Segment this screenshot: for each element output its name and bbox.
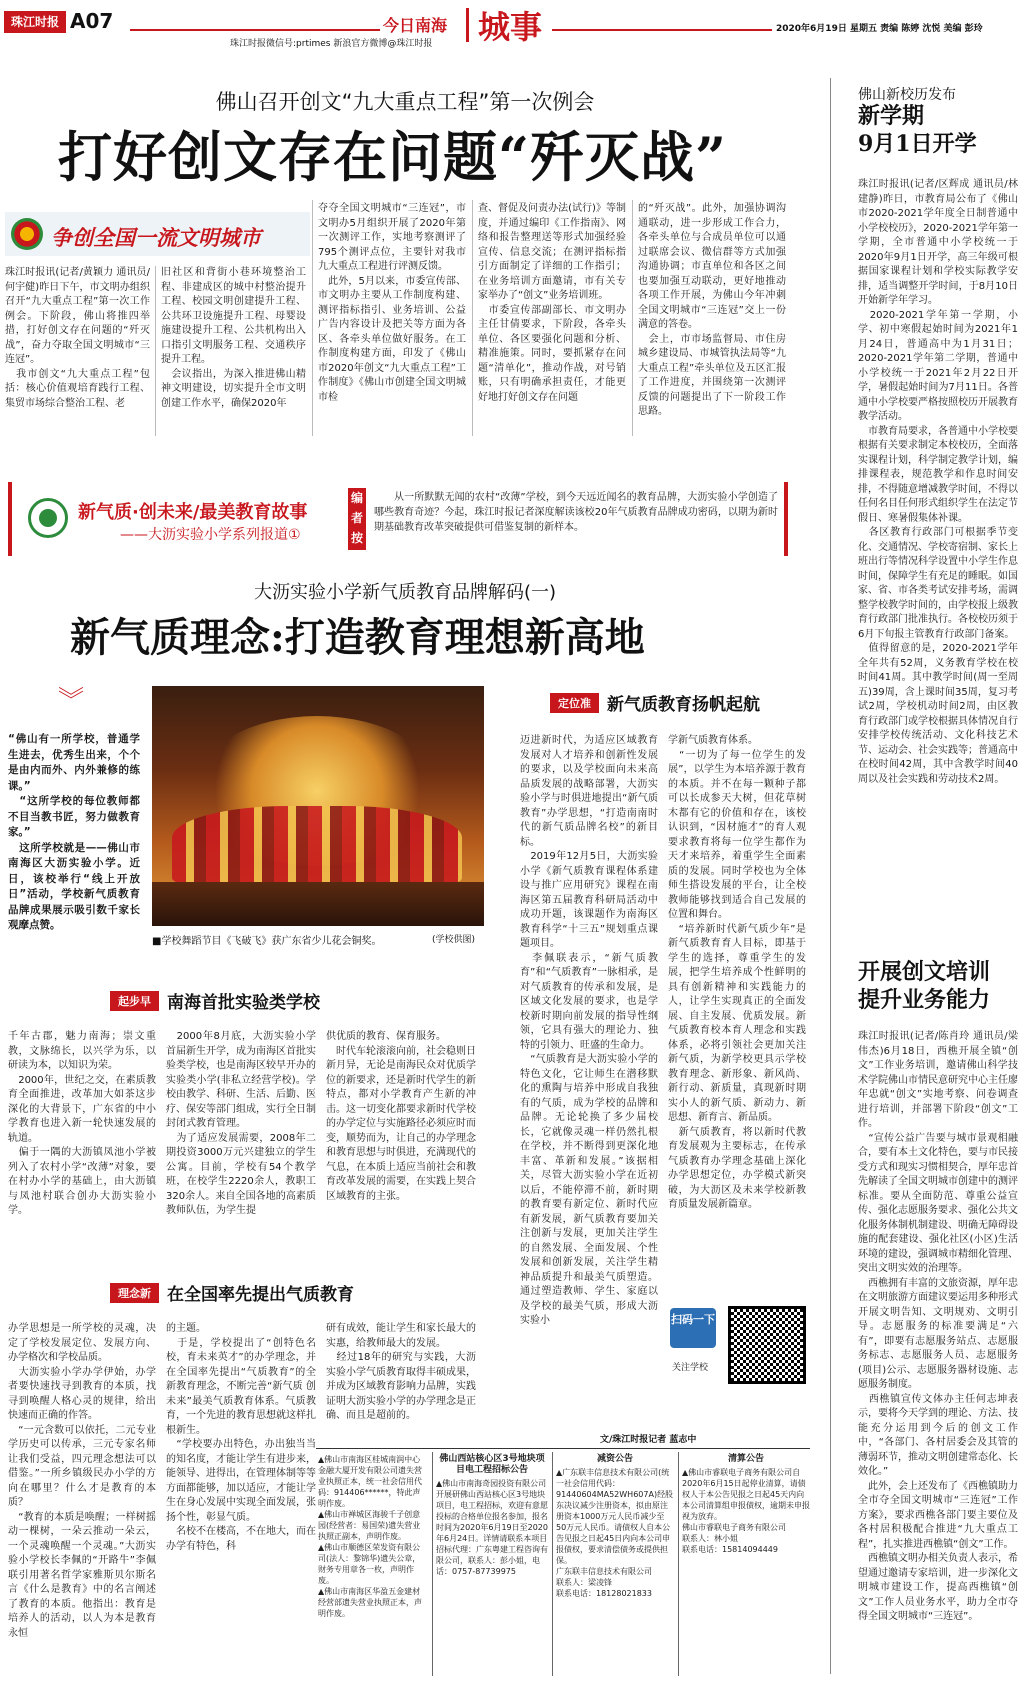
qr-label-badge: 扫码一下 <box>670 1308 716 1348</box>
series-logo-icon <box>28 498 68 538</box>
qr-block <box>668 1302 810 1390</box>
col-divider <box>312 200 313 436</box>
col-divider <box>155 266 156 436</box>
photo-floor <box>152 882 484 926</box>
col-divider <box>632 200 633 436</box>
sidebar1-kicker: 佛山新校历发布 <box>858 87 956 103</box>
notice-capital-title: 减资公告 <box>596 1454 633 1464</box>
sec2-tag: 理念新 <box>110 1283 159 1303</box>
sec3-col2: 学新气质教育体系。 “一切为了每一位学生的发展”，以学生为本培养源于教育的本质。并不在每一颗种子都可以长成参天大树，但花草树木都有它的价值和存在，该校认识到，“因材施才”的育人观要求教育将每一位学生都作为天才来培养，着重学生全面素质的发展。同时学校也为全体师生搭设发展的平台，让全校教师能够找到适合自己发展的位置和舞台。 “培养新时代新气质少年”是新气质教育育人目标，即基于学生的选择，尊重学生的发展，把学生培养成个性鲜明的具有创新精神和实践能力的人，让学生实现真正的全面发展、自主发展、优质发展。新气质教育校本育人理念和实践体系，必将引领社会更加关注新气质，为新学校更具示学校教育理念、新形象、新风尚、新行动、新质量，真现新时期实小人的新气质、新动力、新思想、新育言、新品质。 新气质教育，将以新时代教育发展观为主要标志，在传承气质教育办学理念基础上深化办学思想定位，办学模式新突破，为大沥区及未来学校新教育质量发展新篇章。 <box>668 735 806 1210</box>
sec1-col3: 供优质的教育、保育服务。 时代车轮滚滚向前，社会稳则日新月异，无论是南海民众对优质学位的新要求，还是新时代学生的新特点，都对小学教育产生新的冲击。这一切变化都要求新时代学校的办学定位与实施路径必须应时而变，顺势而为，让自己的办学理念和教育思想与时俱进，充满现代的气息，在本质上适应当前社会和教育改革发展的需要，在实践上契合区域教育的主张。 <box>326 1031 476 1202</box>
sec2-head: 在全国率先提出气质教育 <box>167 1285 354 1305</box>
masthead-rule-right <box>552 29 772 31</box>
sec2-col2: 的主题。 于是，学校提出了“创特色名校，育未来英才”的办学理念，并在全国率先提出“气质教育”的全新教育理念，不断完善“新气质 创未来”最美气质教育体系。气质教育，一个先进的教育思想就这样扎根新生。 “学校要办出特色，办出独当当的知名度，才能让学生有进步来，能领导、进得出，在管理体制等等方面都能够，加以适应，才能让学生在身心发展中实现全面发展，张扬个性，彰显气质。 名校不在楼高，不在地大，而在办学有特色，科 <box>166 1323 316 1552</box>
article1-col2: 旧社区和背街小巷环境整治工程、非建成区的城中村整治提升工程、校园文明创建提升工程、公共环卫设施提升工程、母婴设施建设提升工程、公共机构出入口指引文明服务工程、交通秩序提升工程。 会议指出，为深入推进佛山精神文明建设，切实提升全市文明创建工作水平，确保2020年 <box>161 267 306 409</box>
masthead-divider <box>466 8 469 42</box>
article2-lead: “佛山有一所学校，普通学生进去，优秀生出来，个个是由内而外、内外兼修的练课。” “这所学校的每位教师都不目当教书匠，努力做教育家。” 这所学校就是——佛山市南海区大沥实验小学。近日，该校举行“线上开放日”活动，学校新气质教育品牌成果展示吸引数千家长观摩点赞。 <box>8 733 140 931</box>
article1-headline: 打好创文存在问题“歼灭战” <box>58 125 728 189</box>
sidebar2-body: 珠江时报讯(记者/陈肖玲 通讯员/梁伟杰)6月18日，西樵开展全镇“创文”工作业务培训，邀请佛山科学技术学院佛山市情民意研究中心主任廖年忠就“创文”实地考察、问卷调查进行培训，并部署下阶段“创文”工作。 “宣传公益广告要与城市景观相融合，要有本土文化特色，要与市民接受方式和现实习惯相契合，厚年忠首先解读了全国文明城市创建中的测评标准。要从全面防范、尊重公益宣传、强化志愿服务要求、强化公共文化服务体制机制建设、明确无障碍设施的配套建设、强化社区(小区)生活环境的建设，强调城市精细化管理、突出文明实效的治理等。 西樵拥有丰富的文旅资源，厚年忠在文明旅游方面建议要运用多种形式开展文明告知、文明规劝、文明引导。志愿服务的标准要满足“六有”，即要有志愿服务站点、志愿服务标志、志愿服务人员、志愿服务(项目)公示、志愿服务器材设施、志愿服务制度。 西樵镇宣传文体办主任何志坤表示，要将今天学到的理论、方法、技能充分运用到今后的创文工作中，“各部门、各村居委会及其管的薄弱环节，推动文明创建常态化、长效化。” 此外，会上还发布了《西樵镇助力全市夺全国文明城市“三连冠”工作方案》，要求西樵各部门要主要位及各村居积极配合推进“九大重点工程”，扎实推进西樵镇“创文”工作。 西樵镇文明办相关负责人表示，希望通过邀请专家培训，进一步深化文明城市建设工作，提高西樵镇“创文”工作人员业务水平，助力全市夺得全国文明城市“三连冠”。 <box>858 1031 1018 1622</box>
article1-col5: 的“歼灭战”。此外，加强协调沟通联动，进一步形成工作合力，各牵头单位与合成员单位可以通过联席会议、微信群等方式加强沟通协调；市直单位和各区之间也要加强互动联动，更好地推动各项工作开展，为佛山今年冲刺全国文明城市“三连冠”交上一份满意的答卷。 会上，市市场监督局、市住房城乡建设局、市城管执法局等“九大重点工程”牵头单位及五区汇报了工作进度，并围绕第一次测评反馈的问题提出了下一阶段工作思路。 <box>638 203 786 417</box>
sidebar-divider <box>830 78 831 1674</box>
notice-lost-licences: ▲佛山市南海区桂城南润中心金融大厦开发有限公司遗失营业执照正本，统一社会信用代码：914406******，特此声明作废。 ▲佛山市禅城区海骏千子创意园(经营者：易国荣)遗失营业执照正副本，声明作废。 ▲佛山市顺德区荣发资有限公司(法人：黎锦华)遗失公章，财务专用章各一枚，声明作废。 ▲佛山市南海区华盈五金建材经营部遗失营业执照正本，声明作废。 <box>318 1455 422 1618</box>
sec3-header <box>550 690 760 715</box>
article2-headline: 新气质理念:打造教育理想新高地 <box>70 614 645 661</box>
notice-divider <box>678 1452 679 1676</box>
article1-col3: 夺夺全国文明城市“三连冠”，市文明办5月组织开展了2020年第一次测评工作，实地考察测评了795个测评点位，主要针对我市九大重点工程进行评测反馈。 此外，5月以来，市委宣传部、市文明办主要从工作制度构建、测评指标指引、业务培训、公益广告内容设计及把关等方面为各区、各牵头单位做好服务。在工作制度构建方面，印发了《佛山市2020年创文“九大重点工程”工作制度》《佛山市创建全国文明城市检 <box>318 203 466 403</box>
masthead-date: 2020年6月19日 星期五 责编 陈婷 沈悦 美编 彭玲 <box>776 24 983 34</box>
sec1-tag: 起步早 <box>110 991 159 1011</box>
sec1-head: 南海首批实验类学校 <box>167 993 320 1013</box>
masthead-wechat: 珠江时报微信号:prtimes 新浪官方微博@珠江时报 <box>230 39 433 49</box>
photo-credit: (学校供图) <box>432 935 476 945</box>
photo-dancers <box>172 806 462 886</box>
col-divider <box>472 200 473 436</box>
sec3-head: 新气质教育扬帆起航 <box>607 695 760 715</box>
sec2-col3: 研有成效，能让学生和家长最大的实惠，给教师最大的发展。 经过18年的研究与实践，大沥实验小学气质教育取得丰硕成果，并成为区域教育影响力品牌，实践证明大沥实验小学的办学理念是正确、而且是超前的。 <box>326 1323 476 1421</box>
sec1-header <box>110 988 320 1013</box>
masthead-rule-left <box>130 29 380 31</box>
campaign-banner <box>5 212 310 256</box>
page-number: A07 <box>70 9 114 33</box>
series-subtitle: ——大沥实验小学系列报道① <box>120 527 301 543</box>
series-banner <box>8 482 788 556</box>
article1-col1: 珠江时报讯(记者/黄颖力 通讯员/何宇健)昨日下午，市文明办组织召开“九大重点工程”第一次工作例会。下阶段，佛山将推四举措，打好创文存在问题的“歼灭战”，奋力夺取全国文明城市“三连冠”。 我市创文“九大重点工程”包括：核心价值观培育践行工程、集贸市场综合整治工程、老 <box>5 267 150 409</box>
sec2-header <box>110 1280 354 1305</box>
sidebar1-headline: 新学期 9月1日开学 <box>858 103 977 157</box>
notice-tender-title: 佛山西站核心区3号地块项目电工程招标公告 <box>439 1454 545 1475</box>
notice-liquidation-title: 清算公告 <box>727 1454 764 1464</box>
notice-liquidation-body: ▲佛山市睿联电子商务有限公司自2020年6月15日起停业清算，请债权人于本公告见报之日起45天内向本公司清算组申报债权，逾期未申报视为放弃。 佛山市睿联电子商务有限公司 联系人：林小姐 联系电话：15814094449 <box>682 1468 810 1554</box>
notice-liquidation <box>682 1454 810 1676</box>
reporter-line: 文/珠江时报记者 蓝志中 <box>600 1435 697 1445</box>
editor-note: 从一所默默无闻的农村“改薄”学校，到今天远近闻名的教育品牌，大沥实验小学创造了哪些教育奇迹？今起，珠江时报记者深度解读该校20年气质教育品牌成功密码，以期为新时期基础教育改革突破提供可借鉴复制的新样本。 <box>374 492 778 533</box>
sidebar2-headline: 开展创文培训 提升业务能力 <box>858 959 991 1013</box>
sidebar1-body: 珠江时报讯(记者/区辉成 通讯员/林建静)昨日，市教育局公布了《佛山市2020-2021学年度全日制普通中小学校校历》，2020-2021学年第一学期，全市普通中小学校统一于2020年9月1日开学，高三年级可根据国家课程计划和学校实际教学安排，适当调整开学时间，于8月10日开始新学年学习。 2020-2021学年第一学期，小学、初中寒假起始时间为2021年1月24日，普通高中为1月31日；2020-2021学年第二学期，普通中小学校统一于2021年2月22日开学，暑假起始时间为7月11日。各普通中小学校要严格按照校历开展教育教学活动。 市教育局要求，各普通中小学校要根据有关要求制定本校校历，全面落实课程计划，科学制定教学计划，编排课程表，规范教学和作息时间安排，不得随意增减教学时间，不得以任何名目任何形式组织学生在法定节假日、寒暑假集体补课。 各区教育行政部门可根据季节变化、交通情况、学校寄宿制、家长上班出行等情况科学设置中小学生作息时间，保障学生有充足的睡眠。如国家、省、市各类考试安排考场，需调整学校教学时间的，由学校报上级教育行政部门批准执行。各校校历须于6月下旬报主管教育行政部门备案。 值得留意的是，2020-2021学年全年共有52周，义务教育学校在校时间41周。其中教学时间(周一至周五)39周，含上课时间35周，复习考试2周，学校机动时间2周，由区教育行政部门或学校根据具体情况自行安排学校传统活动、文化科技艺术节、运动会、社会实践等；普通高中在校时间42周，其中含教学时间40周以及社会实践和劳动技术2周。 <box>858 179 1018 785</box>
sec1-col2: 2000年8月底，大沥实验小学首届新生开学，成为南海区首批实验类学校，也是南海区较早开办的实验类小学(非私立经营学校)。学校由教学、科研、生活、后勤、医疗、保安等部门组成，实行全日制封闭式教育管理。 为了适应发展需要，2008年二期投资3000万元兴建独立的学生公寓。目前，学校有54个教学班，在校学生2220余人，教职工320余人。来自全国各地的高素质教师队伍，为学生提 <box>166 1031 316 1216</box>
qr-sub: 关注学校 <box>672 1363 709 1373</box>
sec2-col1: 办学思想是一所学校的灵魂，决定了学校发展定位、发展方向、办学格次和学校品质。 大沥实验小学办学伊始，办学者要快速找寻到教育的本质，找寻到唤醒人格心灵的规律，给出快速而正确的作答。 “一元含数可以依托，二元专业学历史可以传承，三元专家名师让我们受益，四元理念想法可以借鉴。”一所乡镇级民办小学的方向在哪里？什么才是教育的本质？ “教育的本质是唤醒；一样树摇动一棵树，一朵云推动一朵云，一个灵魂唤醒一个灵魂。”大沥实验小学校长李佩的“开路牛”李佩联引用著名哲学家雅斯贝尔斯名言《什么是教育》中的名言阐述了教育的本质。他指出：教育是培养人的活动，以人为本是教育永恒 <box>8 1323 156 1639</box>
notice-divider <box>432 1452 433 1676</box>
notice-capital-reduction <box>556 1454 674 1676</box>
series-title: 新气质·创未来/最美教育故事 <box>78 502 308 523</box>
campaign-logo-icon <box>11 218 43 250</box>
chevron-down-icon: ︾ <box>58 686 85 716</box>
section-big: 城事 <box>478 8 543 46</box>
sec1-col1: 千年古郡，魅力南海；崇文重教，文脉绵长，以兴学为乐，以研读为本，以知识为荣。 2000年，世纪之交，在素质教育全面推进，改革加大如茶这步深化的大背景下，广东省的中小学教育也进入新一轮快速发展的轨道。 偏于一隅的大沥镇凤池小学被列入了农村小学“改薄”对象，要在村办小学的基础上，由大沥镇与凤池村联合创办大沥实验小学。 <box>8 1031 156 1216</box>
qr-code-icon[interactable] <box>728 1306 806 1384</box>
editor-note-label: 编者按 <box>348 488 366 550</box>
dance-photo <box>152 686 484 926</box>
notices-top-rule <box>316 1448 810 1449</box>
notice-capital-body: ▲广东联丰信息技术有限公司(统一社会信用代码：91440604MA52WH607A)经股东决议减少注册资本，拟由原注册资本1000万元人民币减少至50万元人民币。请债权人自本公告见报之日起45日内向本公司申报债权，要求清偿债务或提供担保。 广东联丰信息技术有限公司 联系人：梁凌锋 联系电话：18128021833 <box>556 1468 674 1598</box>
article2-kicker: 大沥实验小学新气质教育品牌解码(一) <box>253 582 557 603</box>
masthead <box>0 0 1024 50</box>
article1-col4: 查、督促及问责办法(试行)》等制度，并通过编印《工作指南》、网络和报告整理送等形式加强经验宣传、信息交流；在测评指标指引方面制定了详细的工作指引；在业务培训方面邀请，市有关专家举办了“创文”业务培训班。 市委宣传部副部长、市文明办主任甘倩要求，下阶段，各牵头单位、各区要强化问题和分析、精准施策。同时，要抓紧存在问题“清单化”，推动作战，对号销账，只有明确承担责任，才能更好地打好创文存在问题 <box>478 203 626 403</box>
campaign-banner-text: 争创全国一流文明城市 <box>51 225 261 250</box>
notice-divider <box>552 1452 553 1676</box>
section-small: 今日南海 <box>383 16 448 35</box>
notice-tender <box>436 1454 548 1676</box>
sec3-col1: 迈进新时代，为适应区域教育发展对人才培养和创新性发展的要求，以及学校面向未来高品质发展的战略部署，大沥实验小学与时俱进地提出“新气质教育”办学思想，“打造南南时代的新气质品牌名校”的新目标。 2019年12月5日，大沥实验小学《新气质教育课程体系建设与推广应用研究》课程在南海区第五届教育科研局活动中成功开题，该课题作为南海区教育科学“十三五”规划重点课题项目。 李佩联表示，“新气质教育”和“气质教育”一脉相承，是对气质教育的传承和发展，是区域文化发展的要求，也是学校新时期向前发展的指导性纲领，它具有强大的理论力、独特的引领力、旺盛的生命力。 “气质教育是大沥实验小学的特色文化，它让师生在潜移默化的熏陶与培养中形成自我独有的气质，成为学校的品牌和品牌。无论轮换了多少届校长，它就像灵魂一样仍然扎根在学校，并不断得到更深化地丰富、革新和发展。”该据相关，尽管大沥实验小学在近初以后，不能停滞不前，新时期的教育要有新定位、新时代应有新发展，新气质教育要加关注创新与发展，更加关注学生的自然发展、全面发展、个性发展和创新发展，关注学生精神品质提升和最美气质塑造。通过塑造教师、学生、家庭以及学校的最美气质，形成大沥实验小 <box>520 735 658 1326</box>
article1-kicker: 佛山召开创文“九大重点工程”第一次例会 <box>215 90 595 114</box>
notice-tender-body: ▲佛山市南海奇园投资有限公司开展研佛山西站核心区3号地块项目，电工程招标，欢迎有意愿投标的合格单位报名参加，报名时间为2020年6月19日至2020年6月24日。详情请联系本项目招标代理：广东粤建工程咨询有限公司，联系人：彭小姐，电话：0757-87739975 <box>436 1479 548 1576</box>
masthead-logo: 珠江时报 <box>4 11 66 33</box>
series-logo-inner <box>39 509 57 527</box>
photo-caption: ■学校舞蹈节目《飞破飞》获广东省少儿花会铜奖。 <box>152 936 382 947</box>
sec3-tag: 定位准 <box>550 693 599 713</box>
